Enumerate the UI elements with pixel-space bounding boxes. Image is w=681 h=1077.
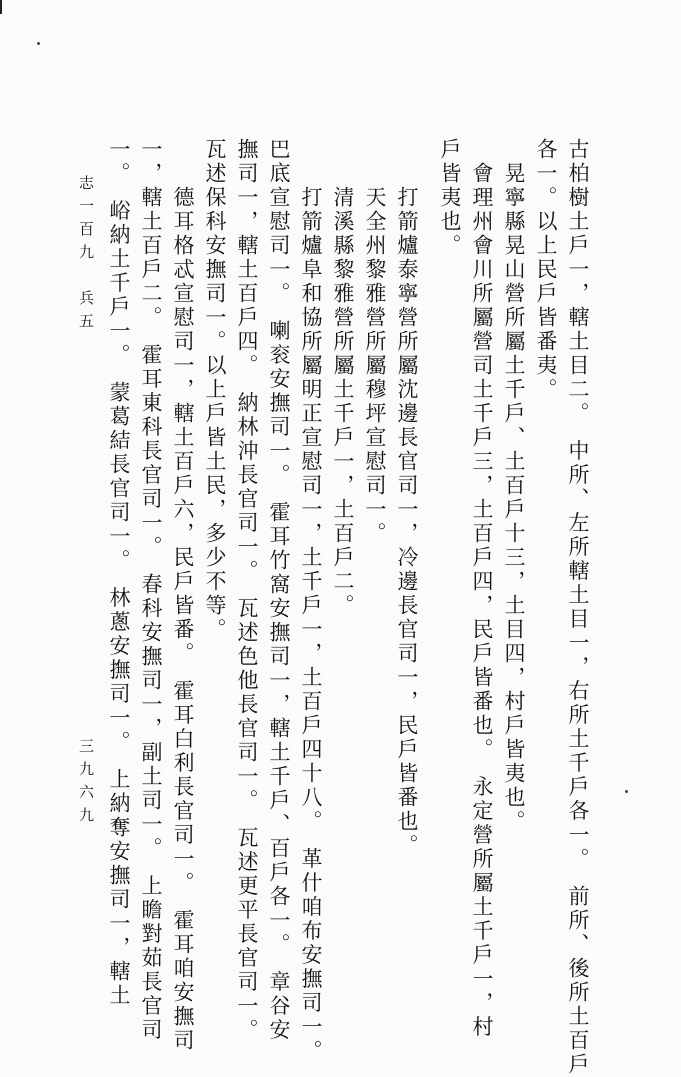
text-column-5: 戶皆夷也。 [438, 138, 462, 258]
text-column-1: 古柏樹土戶一，轄土目二。 中所、左所轄土目一，右所土千戶各一。 前所、後所土百戶 [566, 138, 590, 1077]
text-column-9: 打箭爐阜和協所屬明正宣慰司一，土千戶一，土百戶四十八。 革什咱布安撫司一。 [299, 162, 323, 1064]
text-column-3: 晃寧縣晃山營所屬土千戶、土百戶十三，土目四，村戶皆夷也。 [502, 138, 526, 834]
text-column-6: 打箭爐泰寧營所屬沈邊長官司一，冷邊長官司一，民戶皆番也。 [395, 162, 419, 858]
text-column-7: 天全州黎雅營所屬穆坪宣慰司一。 [363, 162, 387, 546]
text-column-10: 巴底宣慰司一。 喇衮安撫司一。 霍耳竹窩安撫司一，轄土千戶、百戶各一。 章谷安 [267, 138, 291, 1043]
text-column-15: 一。 峪納土千戶一。 蒙葛結長官司一。 林蔥安撫司一。 上納奪安撫司一，轄土 [107, 138, 131, 1008]
speck [625, 790, 628, 793]
text-column-12: 瓦述保科安撫司一。以上戶皆土民，多少不等。 [203, 138, 227, 642]
text-column-8: 清溪縣黎雅營所屬土千戶一，土百戶二。 [331, 162, 355, 618]
speck [37, 42, 40, 45]
text-column-2: 各一。以上民戶皆番夷。 [534, 138, 558, 402]
text-column-14: 一，轄土百戶二。 霍耳東科長官司一。 春科安撫司一，副土司一。 上瞻對茹長官司 [139, 138, 163, 1043]
page-number: 三九六九 [77, 738, 95, 830]
text-column-4: 會理州會川所屬營司土千戶三，土百戶四，民戶皆番也。 永定營所屬土千戶一，村 [470, 138, 494, 1040]
scan-edge-mark [0, 0, 2, 14]
text-column-11: 撫司一，轄土百戶四。 納林沖長官司一。 瓦述色他長官司一。 瓦述更平長官司一。 [235, 138, 259, 1043]
running-head: 志一百九 兵五 [77, 175, 95, 336]
text-column-13: 德耳格忒宣慰司一，轄土百戶六，民戶皆番。 霍耳白利長官司一。 霍耳咱安撫司 [171, 162, 195, 1053]
